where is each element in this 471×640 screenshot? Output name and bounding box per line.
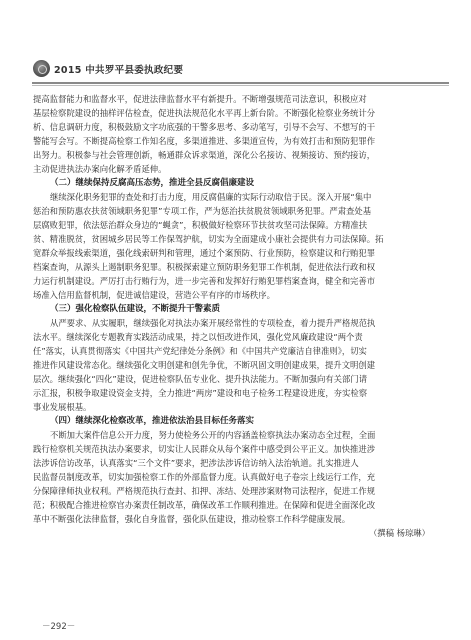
section-heading: （二）继续保持反腐高压态势，推进全县反腐倡廉建设 [50,178,255,188]
body-line: 不断加大案件信息公开力度，努力使检务公开的内容涵盖检察执法办案动态全过程，全面 [50,430,376,440]
body-line: 践行检察机关规范执法办案要求，切实让人民群众从每个案件中感受到公平正义。加快推进涉 [33,444,376,454]
body-line: 事业发展根基。 [33,402,92,412]
page-header [0,0,471,86]
page-number: －292－ [42,622,76,632]
article-body [33,92,448,540]
body-line: 力运行机制建设。严厉打击行贿行为，进一步完善和发挥好行贿犯罪档案查询，健全和完善市 [33,276,376,286]
body-line: 革中不断强化法律监督，强化自身监督，强化队伍建设，推动检察工作科学健康发展。 [33,514,351,524]
body-line: 场准入信用监督机制，促进诚信建设，营造公平有序的市场秩序。 [33,290,275,300]
body-line: 档案查询，从源头上遏制职务犯罪。积极探索建立预防职务犯罪工作机制，促进依法行政和权 [33,262,376,272]
header-title: 2015 中共罗平县委执政纪要 [54,65,184,76]
section-heading: （三）强化检察队伍建设，不断提升干警素质 [50,304,221,314]
body-line: 继续深化职务犯罪的查处和打击力度，用反腐倡廉的实际行动取信于民。深入开展“集中 [50,192,372,202]
body-line: 提高监督能力和监督水平，促进法律监督水平有新提升。不断增强规范司法意识，积极应对 [33,94,367,104]
body-line: 推进作风建设常态化。继续强化文明创建和创先争优，不断巩固文明创建成果，提升文明创建 [33,360,376,370]
body-line: 法水平。继续深化专题教育实践活动成果，持之以恒改进作风，强化党风廉政建设“两个责 [33,332,363,342]
party-emblem-icon [33,60,50,77]
body-line: 警能写会写。不断提高检察工作知名度，多渠道推进、多渠道宣传，为有效打击和预防犯罪作 [33,136,376,146]
body-line: 法涉诉信访改革，认真落实“三个文件”要求，把涉法涉诉信访纳入法治轨道。扎实推进人 [33,458,359,468]
body-line: 民监督员制度改革，切实加强检察工作的外部监督力度。认真做好电子卷宗上线运行工作，充 [33,472,376,482]
body-line: 析、信息调研力度，积极鼓励文字功底强的干警多思考、多动笔写，引导不会写、不想写的干 [33,122,376,132]
header-rule [32,82,449,84]
body-line: 范；积极配合推进检察官办案责任制改革，确保改革工作顺利推进。在保障和促进全面深化改 [33,500,376,510]
body-line: 主动促进执法办案向化解矛盾延伸。 [33,164,167,174]
body-line: 惩治和预防惠农扶贫领域职务犯罪”专项工作，严为惩治扶贫脱贫领域职务犯罪。严肃查处基 [33,206,372,216]
body-line: 层腐败犯罪，依法惩治群众身边的“蝇贪”，积极做好检察环节扶贫攻坚司法保障。方精准扶 [33,220,368,230]
header-rule-thin [32,85,449,86]
body-line: 层次。继续强化“四化”建设，促进检察队伍专业化、提升执法能力。不断加强向有关部门请 [33,374,368,384]
section-heading: （四）继续深化检察改革，推进依法治县目标任务落实 [50,416,255,426]
body-line: 贫、精准脱贫，贫困城乡居民等工作保驾护航，切实为全面建成小康社会提供有力司法保障。拓 [33,234,384,244]
body-line: 基层检察院建设的抽样评估检查，促进执法规范化水平再上新台阶。不断强化检察业务统计分 [33,108,376,118]
body-line: 出努力。积极参与社会管理创新，畅通群众诉求渠道，深化公名接访、视频接访、预约接访， [33,150,376,160]
author-signature: （撰稿 杨琼琳） [368,528,430,538]
body-line: 示汇报，积极争取建设资金支持，全力推进“两房”建设和电子检务工程建设进度，夯实检察 [33,388,368,398]
body-line: 宽群众举报线索渠道，强化线索研判和管理，通过个案预防、行业预防，检察建议和行贿犯罪 [33,248,376,258]
body-line: 任”落实，认真贯彻落实《中国共产党纪律处分条例》和《中国共产党廉洁自律准则》，切实 [33,346,367,356]
body-line: 从严要求、从实履职，继续强化对执法办案开展经常性的专项检查，着力提升严格规范执 [50,318,376,328]
body-line: 分保障律师执业权利。严格规范执行查封、扣押、冻结、处理涉案财物司法程序，促进工作规 [33,486,376,496]
